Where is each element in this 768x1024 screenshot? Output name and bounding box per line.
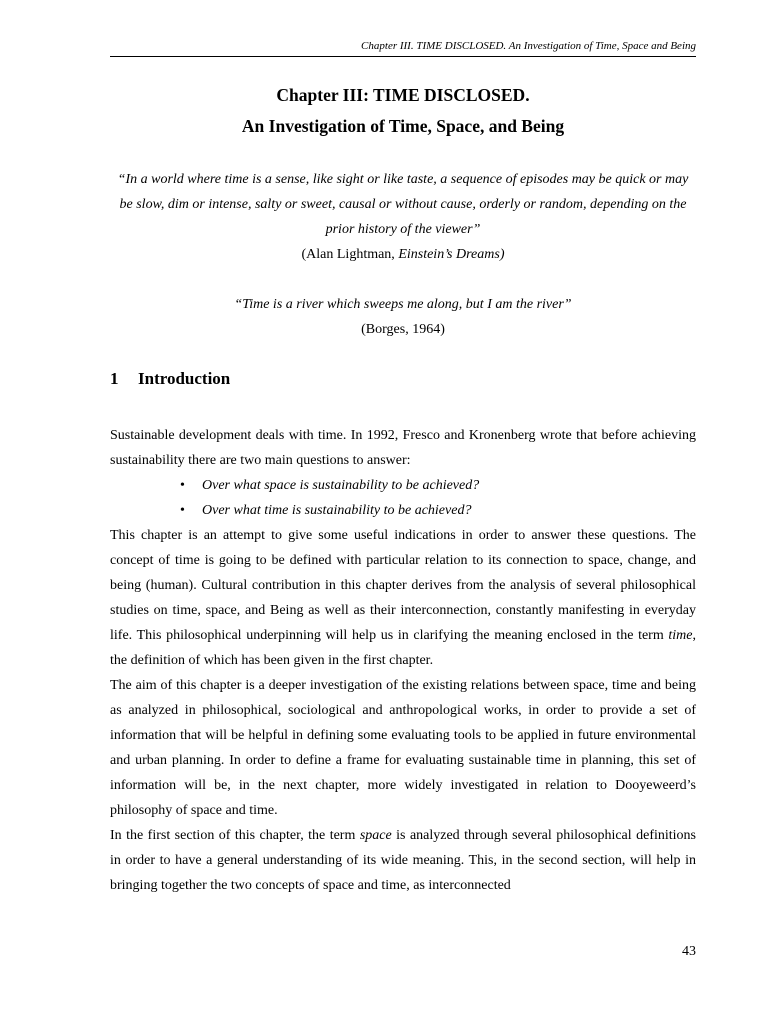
epigraph-borges bbox=[110, 292, 696, 342]
section-title: Introduction bbox=[138, 369, 231, 388]
epigraph-quote: “In a world where time is a sense, like sight or like taste, a sequence of episodes may be quick or may be slow, dim or intense, salty or sweet, causal or without cause, orderly or random, depending on the prior history of the viewer” bbox=[117, 172, 689, 237]
paragraph: The aim of this chapter is a deeper investigation of the existing relations between space, time and being as analyzed in philosophical, sociological and anthropological works, in order to provide a set of information that will be helpful in defining some evaluating tools to be applied in future environmental and urban planning. In order to define a frame for evaluating sustainable time in planning, this set of information will be, in the next chapter, more widely investigated in relation to Dooyeweerd’s philosophy of space and time. bbox=[110, 678, 696, 818]
paragraph: This chapter is an attempt to give some useful indications in order to answer these questions. The concept of time is going to be defined with particular relation to its connection to space, change, and being (human). Cultural contribution in this chapter derives from the analysis of several philosophical studies on time, space, and Being as well as their interconnection, constantly manifesting in everyday life. This philosophical underpinning will help us in clarifying the meaning enclosed in the term time, the definition of which has been given in the first chapter. bbox=[110, 528, 696, 668]
attribution-author: (Alan Lightman, bbox=[301, 247, 399, 262]
list-item bbox=[110, 473, 696, 498]
list-item-text: Over what time is sustainability to be achieved? bbox=[202, 503, 472, 518]
bullet-icon: • bbox=[180, 478, 185, 493]
question-list bbox=[110, 473, 696, 523]
running-header: Chapter III. TIME DISCLOSED. An Investigation of Time, Space and Being bbox=[110, 40, 696, 57]
bullet-icon: • bbox=[180, 503, 185, 518]
chapter-title: Chapter III: TIME DISCLOSED. bbox=[276, 85, 530, 105]
paragraph: In the first section of this chapter, the term space is analyzed through several philosophical definitions in order to have a general understanding of its wide meaning. This, in the second section, will help in bringing together the two concepts of space and time, as interconnected bbox=[110, 828, 696, 893]
paragraph: Sustainable development deals with time. In 1992, Fresco and Kronenberg wrote that before achieving sustainability there are two main questions to answer: bbox=[110, 428, 696, 468]
epigraph-attribution bbox=[110, 242, 696, 267]
emphasis-time: time bbox=[668, 628, 693, 643]
body-text bbox=[110, 423, 696, 898]
attribution-work: Einstein’s Dreams) bbox=[398, 247, 505, 262]
list-item bbox=[110, 498, 696, 523]
epigraph-lightman bbox=[110, 167, 696, 267]
epigraph-attribution: (Borges, 1964) bbox=[361, 322, 445, 337]
epigraph-quote: “Time is a river which sweeps me along, but I am the river” bbox=[234, 297, 572, 312]
page-number: 43 bbox=[682, 944, 696, 959]
chapter-subtitle: An Investigation of Time, Space, and Being bbox=[241, 116, 565, 136]
emphasis-space: space bbox=[359, 828, 392, 843]
section-heading bbox=[110, 369, 230, 389]
section-number: 1 bbox=[110, 369, 119, 388]
list-item-text: Over what space is sustainability to be achieved? bbox=[202, 478, 480, 493]
